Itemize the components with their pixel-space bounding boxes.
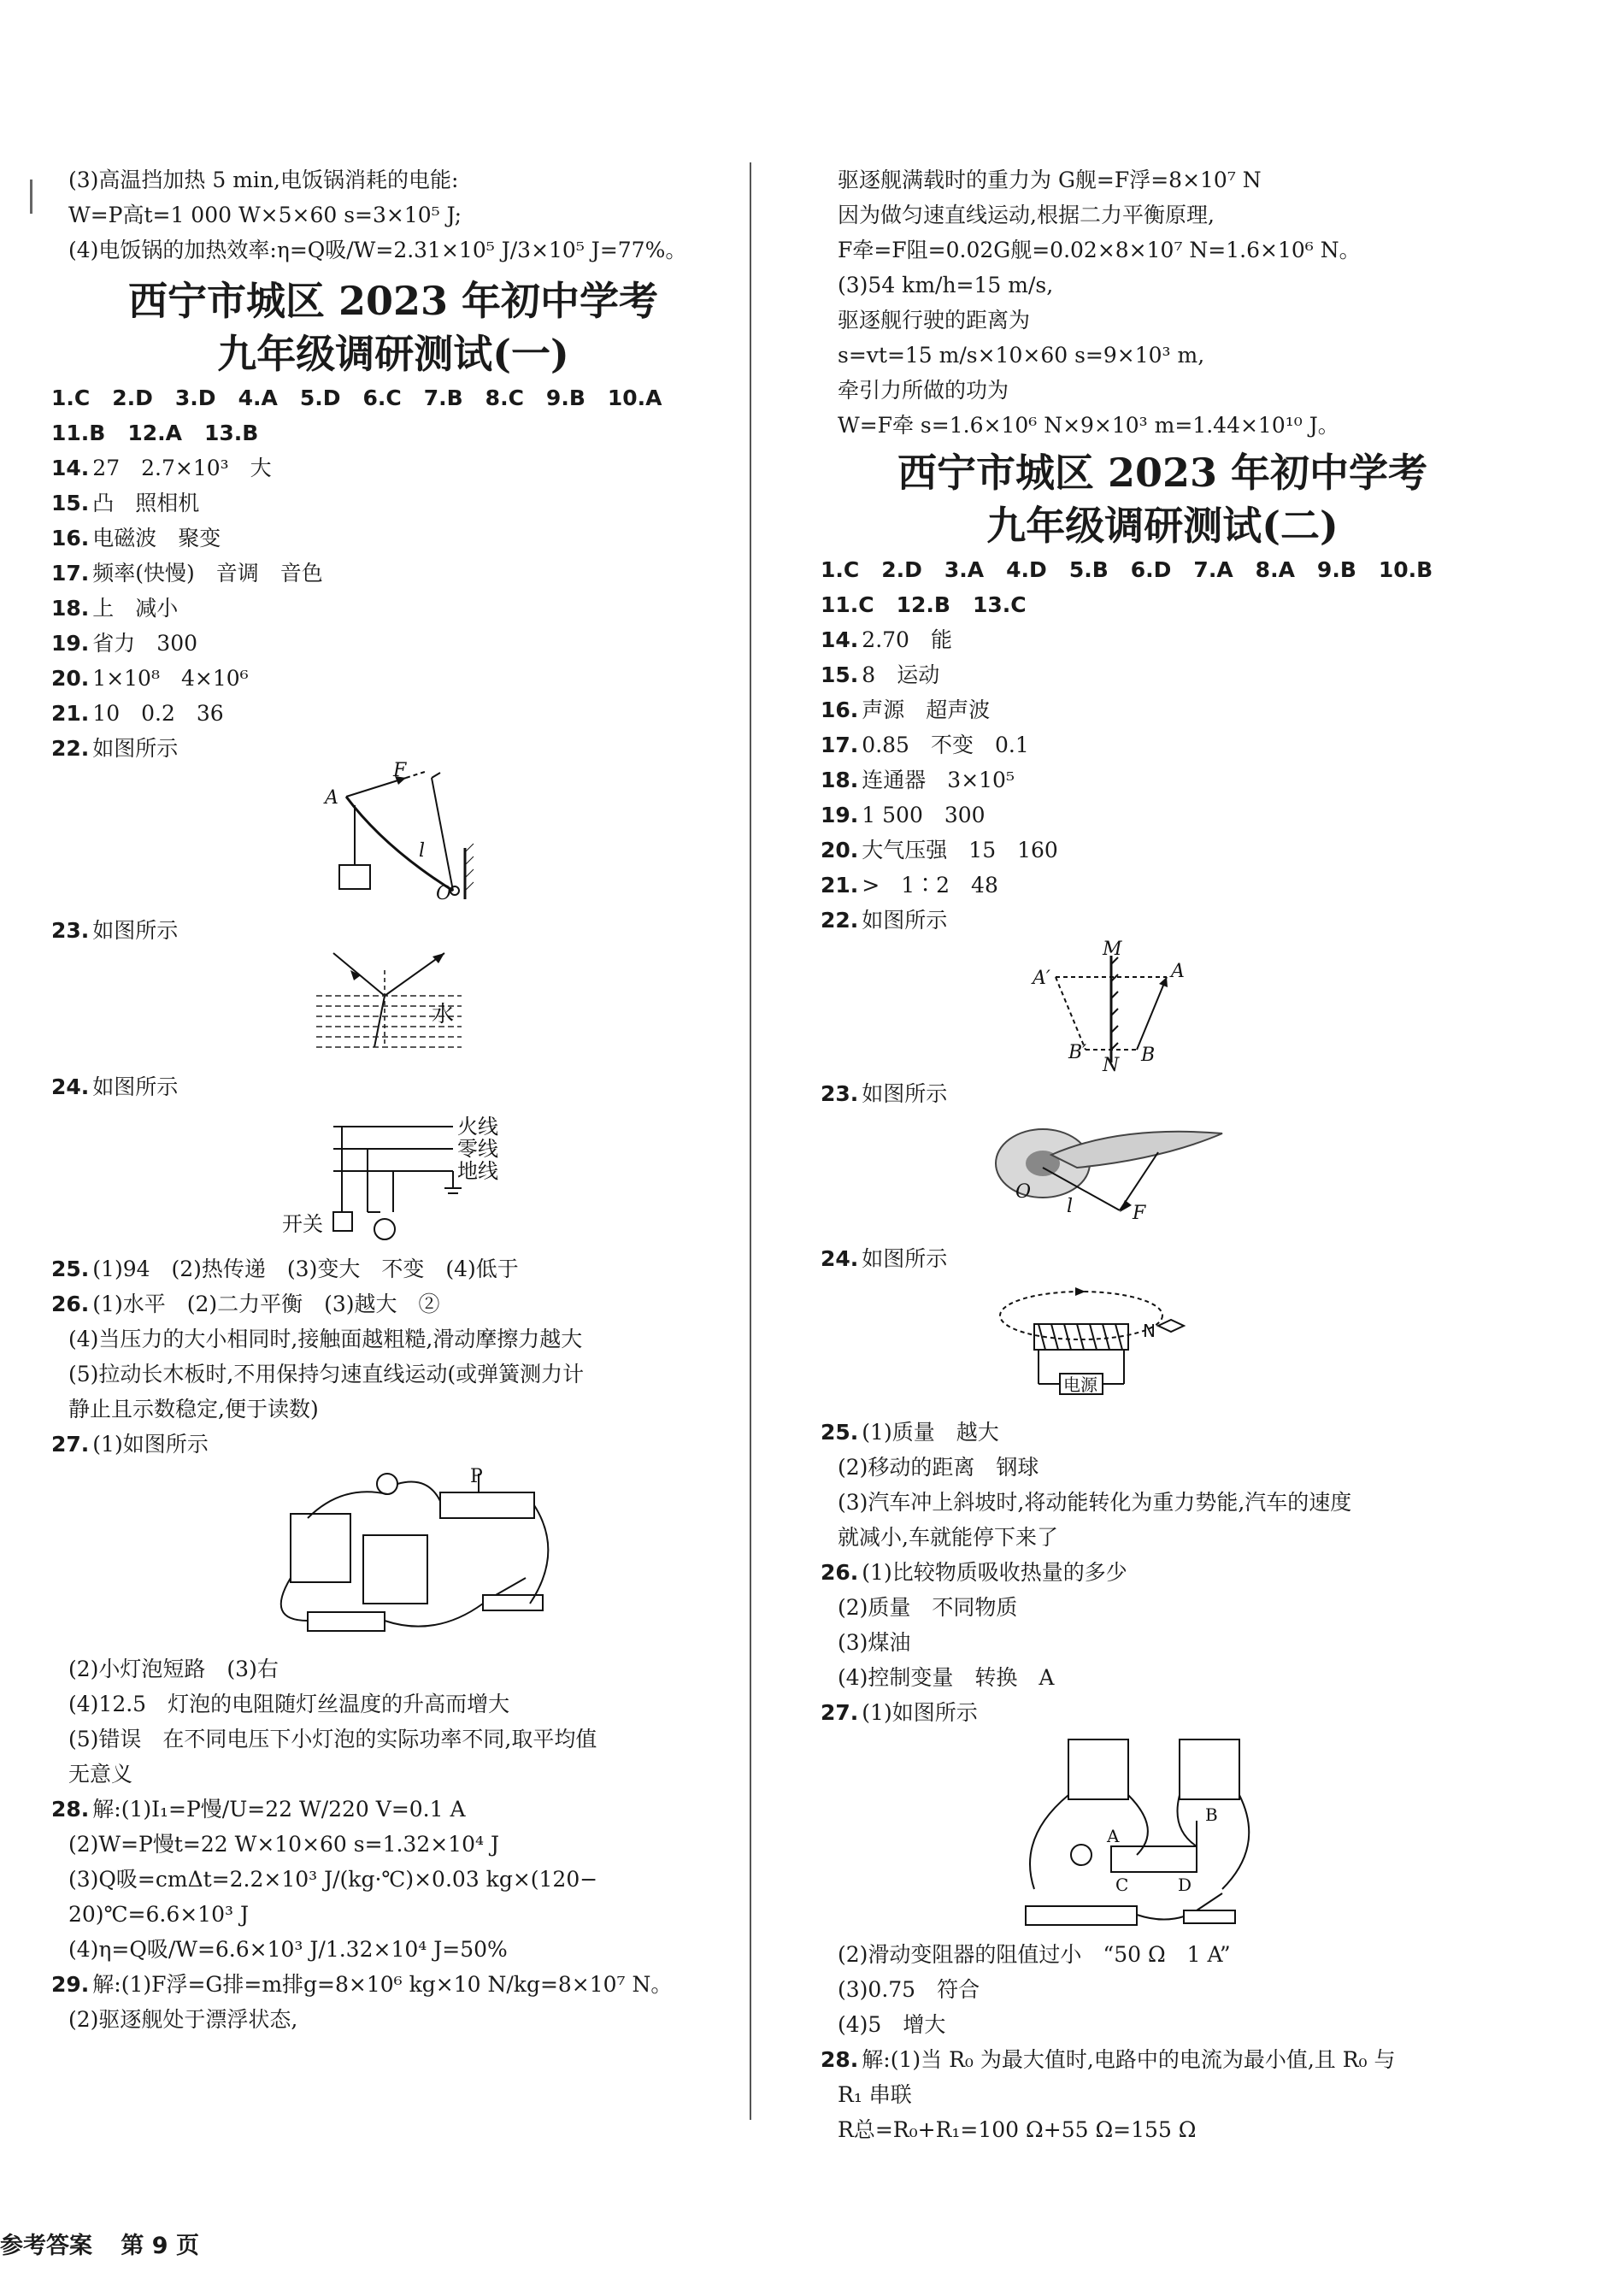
answer-16: 16. 声源 超声波 <box>821 698 991 722</box>
svg-text:A′: A′ <box>1033 968 1050 989</box>
answer-26-line: (5)拉动长木板时,不用保持匀速直线运动(或弹簧测力计 <box>68 1362 585 1386</box>
answer-21: 21. > 1∶2 48 <box>821 873 998 898</box>
svg-text:P: P <box>470 1466 483 1487</box>
answer-28-line: R₁ 串联 <box>838 2082 912 2107</box>
answer-18: 18. 上 减小 <box>51 596 179 621</box>
answer-27-line: 无意义 <box>68 1762 133 1786</box>
answer-20: 20. 大气压强 15 160 <box>821 838 1058 862</box>
answer-29-line: (2)驱逐舰处于漂浮状态, <box>68 2007 298 2032</box>
answer-14: 14. 27 2.7×10³ 大 <box>51 456 272 480</box>
answer-28-line: (3)Q吸=cmΔt=2.2×10³ J/(kg·℃)×0.03 kg×(120− <box>68 1867 598 1892</box>
answer-23: 23. 如图所示 <box>821 1081 948 1106</box>
svg-text:B: B <box>1141 1045 1156 1066</box>
answer-27: 27. (1)如图所示 <box>51 1432 209 1457</box>
svg-text:F: F <box>1133 1203 1146 1224</box>
plane-mirror-diagram <box>821 939 1504 1076</box>
answer-26: 26. (1)比较物质吸收热量的多少 <box>821 1560 1127 1585</box>
svg-text:水: 水 <box>432 1002 455 1027</box>
answer-26-line: (4)当压力的大小相同时,接触面越粗糙,滑动摩擦力越大 <box>68 1327 583 1351</box>
household-circuit-diagram <box>51 1110 735 1246</box>
svg-text:F: F <box>393 760 407 781</box>
lamp-circuit-diagram <box>51 1467 735 1646</box>
answer-22: 22. 如图所示 <box>51 736 179 761</box>
svg-text:零线: 零线 <box>457 1137 498 1161</box>
page-number: 第 9 页 <box>121 2233 199 2259</box>
intro-line: W=P高t=1 000 W×5×60 s=3×10⁵ J; <box>68 203 462 227</box>
answer-26-line: (3)煤油 <box>838 1630 911 1655</box>
intro-line: F牵=F阻=0.02G舰=0.02×8×10⁷ N=1.6×10⁶ N。 <box>838 238 1361 262</box>
answer-27-line: (2)小灯泡短路 (3)右 <box>68 1657 279 1681</box>
answer-26: 26. (1)水平 (2)二力平衡 (3)越大 ② <box>51 1292 440 1316</box>
section-subtitle: 九年级调研测试(二) <box>986 503 1339 549</box>
answer-28: 28. 解:(1)I₁=P慢/U=22 W/220 V=0.1 A <box>51 1797 466 1822</box>
intro-line: (3)54 km/h=15 m/s, <box>838 273 1054 297</box>
answer-24: 24. 如图所示 <box>821 1246 948 1271</box>
svg-text:l: l <box>1067 1196 1074 1217</box>
answer-27: 27. (1)如图所示 <box>821 1700 978 1725</box>
svg-text:C: C <box>1115 1875 1129 1895</box>
answer-27-line: (4)12.5 灯泡的电阻随灯丝温度的升高而增大 <box>68 1692 510 1716</box>
answer-23: 23. 如图所示 <box>51 918 179 943</box>
section-subtitle: 九年级调研测试(一) <box>217 331 569 377</box>
answer-19: 19. 省力 300 <box>51 631 198 656</box>
answer-16: 16. 电磁波 聚变 <box>51 526 221 550</box>
choice-answers-row: 11.C 12.B 13.C <box>821 592 1027 617</box>
answer-27-line: (2)滑动变阻器的阻值过小 “50 Ω 1 A” <box>838 1942 1231 1967</box>
left-column <box>51 162 735 2037</box>
answer-26-line: 静止且示数稳定,便于读数) <box>68 1397 319 1422</box>
section-title: 西宁市城区 2023 年初中学考 <box>127 278 659 324</box>
intro-line: (3)高温挡加热 5 min,电饭锅消耗的电能: <box>68 168 459 192</box>
answer-18: 18. 连通器 3×10⁵ <box>821 768 1015 792</box>
svg-text:A: A <box>325 787 338 809</box>
lever-diagram <box>51 760 735 908</box>
svg-text:开关: 开关 <box>282 1212 323 1236</box>
svg-text:M: M <box>1103 939 1122 960</box>
svg-text:火线: 火线 <box>457 1115 498 1139</box>
answer-25-line: 就减小,车就能停下来了 <box>838 1525 1058 1550</box>
answer-28-line: 20)℃=6.6×10³ J <box>68 1902 249 1927</box>
answer-25-line: (3)汽车冲上斜坡时,将动能转化为重力势能,汽车的速度 <box>838 1490 1352 1515</box>
svg-text:A: A <box>1107 1826 1120 1846</box>
answer-26-line: (4)控制变量 转换 A <box>838 1665 1055 1690</box>
right-column <box>821 162 1504 2147</box>
intro-line: 驱逐舰满载时的重力为 G舰=F浮=8×10⁷ N <box>838 168 1262 192</box>
answer-25-line: (2)移动的距离 钢球 <box>838 1455 1039 1480</box>
svg-text:电源: 电源 <box>1063 1374 1097 1395</box>
intro-line: (4)电饭锅的加热效率:η=Q吸/W=2.31×10⁵ J/3×10⁵ J=77%。 <box>68 238 687 262</box>
answer-29: 29. 解:(1)F浮=G排=m排g=8×10⁶ kg×10 N/kg=8×10⁷ N。 <box>51 1972 673 1997</box>
svg-text:地线: 地线 <box>457 1159 498 1183</box>
answer-28-line: (4)η=Q吸/W=6.6×10³ J/1.32×10⁴ J=50% <box>68 1937 508 1962</box>
answer-14: 14. 2.70 能 <box>821 627 952 652</box>
answer-19: 19. 1 500 300 <box>821 803 986 827</box>
svg-text:B: B <box>1205 1804 1218 1825</box>
answer-28: 28. 解:(1)当 R₀ 为最大值时,电路中的电流为最小值,且 R₀ 与 <box>821 2047 1396 2072</box>
choice-answers-row: 11.B 12.A 13.B <box>51 421 259 445</box>
intro-line: W=F牵 s=1.6×10⁶ N×9×10³ m=1.44×10¹⁰ J。 <box>838 413 1339 438</box>
answer-28-line: R总=R₀+R₁=100 Ω+55 Ω=155 Ω <box>838 2117 1197 2142</box>
footer-label: 参考答案 <box>0 2233 92 2259</box>
svg-text:l: l <box>419 840 426 862</box>
edge-mark <box>30 180 32 214</box>
answer-17: 17. 0.85 不变 0.1 <box>821 733 1029 757</box>
svg-text:A: A <box>1171 961 1185 982</box>
intro-line: 牵引力所做的功为 <box>838 378 1009 403</box>
answer-25: 25. (1)94 (2)热传递 (3)变大 不变 (4)低于 <box>51 1257 519 1281</box>
column-divider <box>750 162 751 2120</box>
refraction-diagram <box>51 953 735 1064</box>
answer-27-line: (4)5 增大 <box>838 2012 946 2037</box>
answer-17: 17. 频率(快慢) 音调 音色 <box>51 561 323 586</box>
svg-text:O: O <box>436 883 452 904</box>
answer-21: 21. 10 0.2 36 <box>51 701 224 726</box>
intro-line: s=vt=15 m/s×10×60 s=9×10³ m, <box>838 343 1205 368</box>
intro-line: 因为做匀速直线运动,根据二力平衡原理, <box>838 203 1215 227</box>
answer-27-line: (3)0.75 符合 <box>838 1977 980 2002</box>
answer-28-line: (2)W=P慢t=22 W×10×60 s=1.32×10⁴ J <box>68 1832 499 1857</box>
answer-20: 20. 1×10⁸ 4×10⁶ <box>51 666 249 691</box>
choice-answers-row: 1.C 2.D 3.A 4.D 5.B 6.D 7.A 8.A 9.B 10.B <box>821 557 1433 582</box>
meter-circuit-diagram <box>821 1735 1504 1932</box>
answer-15: 15. 8 运动 <box>821 662 940 687</box>
section-title: 西宁市城区 2023 年初中学考 <box>897 450 1428 496</box>
page-footer <box>0 2227 220 2260</box>
answer-22: 22. 如图所示 <box>821 908 948 933</box>
svg-text:D: D <box>1178 1875 1192 1895</box>
intro-line: 驱逐舰行驶的距离为 <box>838 308 1031 333</box>
answer-24: 24. 如图所示 <box>51 1074 179 1099</box>
solenoid-diagram <box>821 1281 1504 1410</box>
answer-15: 15. 凸 照相机 <box>51 491 200 515</box>
svg-text:N: N <box>1143 1321 1156 1341</box>
door-handle-diagram <box>821 1116 1504 1236</box>
choice-answers-row: 1.C 2.D 3.D 4.A 5.D 6.C 7.B 8.C 9.B 10.A <box>51 386 662 410</box>
svg-text:B′: B′ <box>1068 1042 1087 1063</box>
svg-text:N: N <box>1103 1055 1120 1076</box>
svg-text:O: O <box>1015 1181 1032 1203</box>
answer-27-line: (5)错误 在不同电压下小灯泡的实际功率不同,取平均值 <box>68 1727 597 1751</box>
answer-25: 25. (1)质量 越大 <box>821 1420 999 1445</box>
answer-26-line: (2)质量 不同物质 <box>838 1595 1018 1620</box>
